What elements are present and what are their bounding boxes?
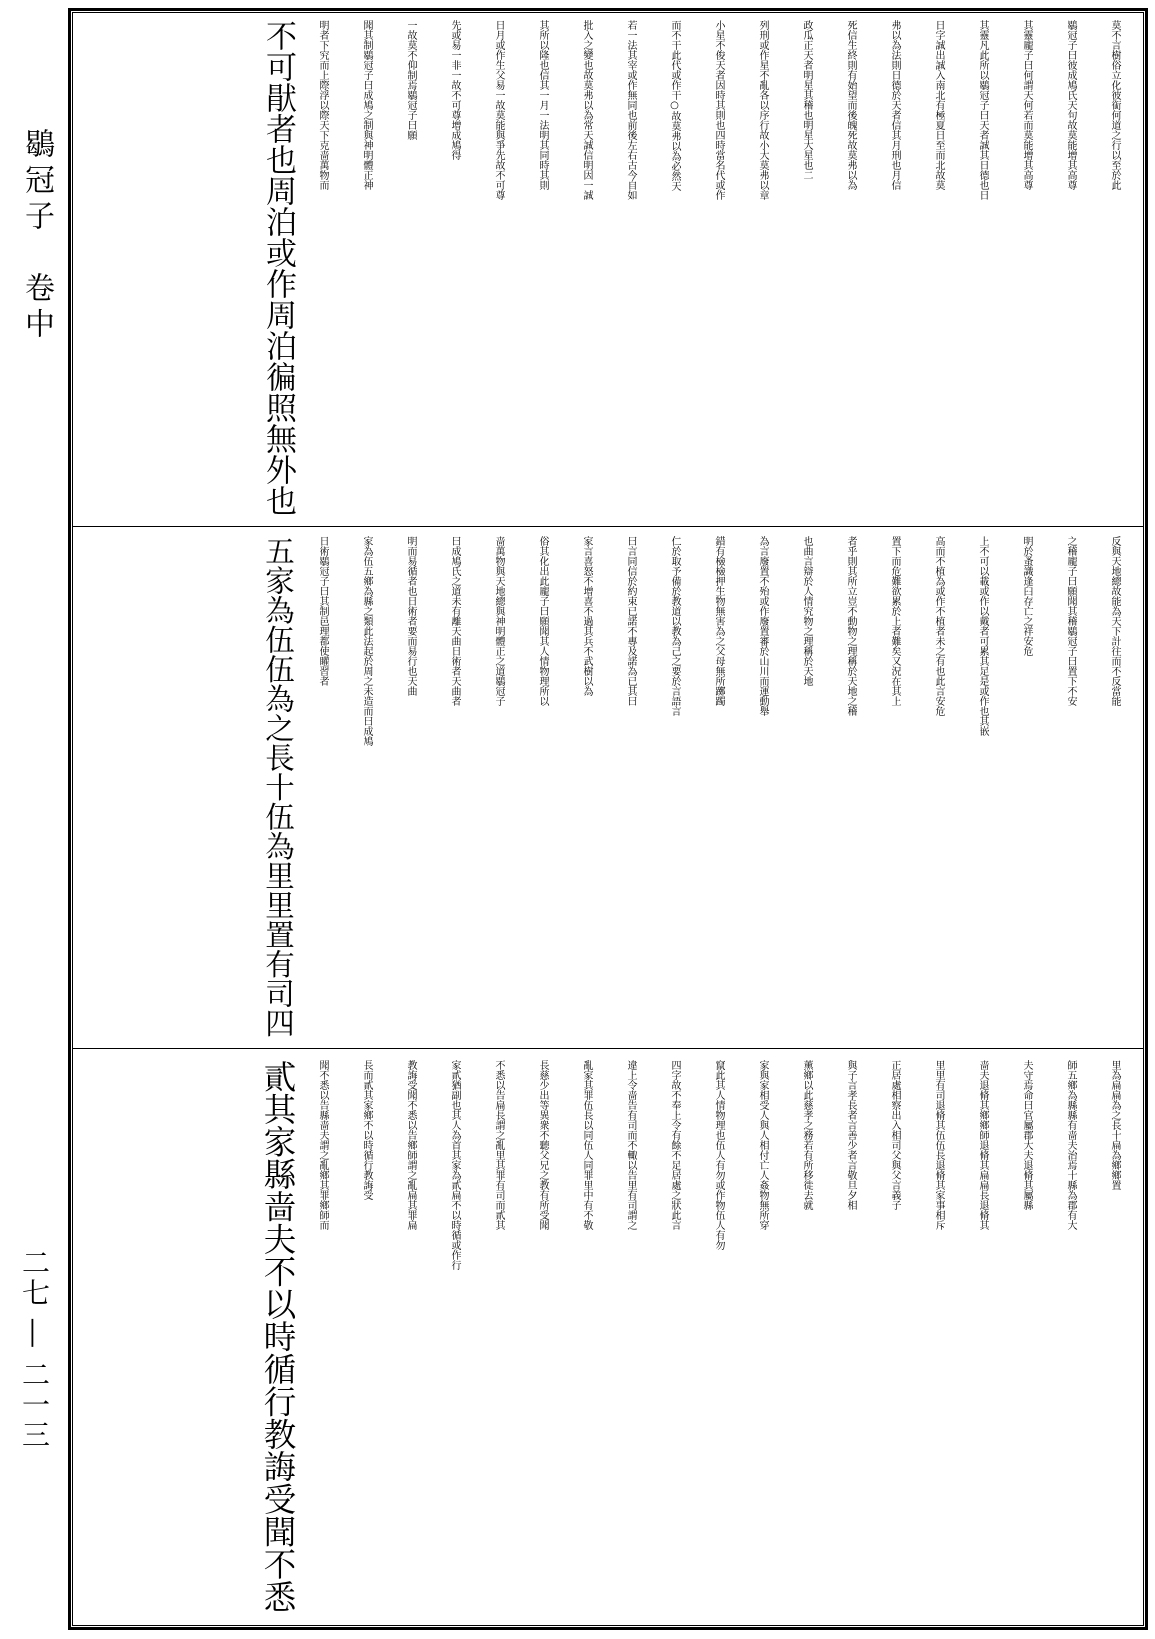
text-column: 而不干此代或作干○故莫弗以為必然天: [669, 20, 680, 191]
panel-divider: [72, 1048, 1144, 1049]
text-column: 違上令啬告有司而不輙以告里有司謂之: [625, 1060, 636, 1230]
text-column: 小星不俊天者因時其則也四時當名代或作: [713, 20, 724, 200]
text-column: 也曲言辯於人情究物之理稱於天地: [801, 536, 812, 686]
text-column: 與子言孝長者言善少者言敬旦夕相: [845, 1060, 856, 1210]
text-column: 日術鶡冠子曰其制邑理都使矔習者: [317, 536, 328, 686]
text-column: 薰鄉以此慈孝之務若有所移徙去就: [801, 1060, 812, 1210]
text-column: 俗其化出此龐子曰願聞其人情物理所以: [537, 536, 548, 706]
text-column: 之稽龐子曰願聞其稽鶡冠子曰置下不安: [1065, 536, 1076, 706]
margin-page-number: 二七 ― 二一三: [18, 1248, 51, 1450]
text-column: 四字故不奉上令有餘不足居處之狀此言: [669, 1060, 680, 1230]
text-column: 為言廢置不殆或作廢置審於山川而運動舉: [757, 536, 768, 716]
text-column: 竄此其人情物理也伍人有勿或作物伍人有勿: [713, 1060, 724, 1250]
text-column: 列刑或作星不亂各以序行故小大莫弗以章: [757, 20, 768, 200]
text-column: 正居處相察出入相司父與父言義子: [889, 1060, 900, 1210]
margin-book-title: 鶡冠子 卷中: [19, 128, 54, 344]
text-column: 其所以隆也信其一月一法明其同時其則: [537, 20, 548, 190]
text-column: 明於蚤識逢臼存亡之祥安危: [1021, 536, 1032, 656]
text-column: 先或易一非一故不可尊增成鳩得: [449, 20, 460, 160]
text-column: 明者下究而上際浮以際天下克啬萬物而: [317, 20, 328, 190]
text-column: 不悉以告扁長謂之亂里其罪有司而貳其: [493, 1060, 504, 1230]
text-column: 家為伍五鄉為縣之類此法起於周之未造而曰成鳩: [361, 536, 372, 746]
text-column: 貳其家縣啬夫不以時循行教誨受聞不悉: [259, 1060, 297, 1613]
text-column: 者乎則其所立豈不動物之理稱於天地之稽: [845, 536, 856, 716]
text-column: 里為扁扁為之長十扁為鄉鄉置: [1109, 1060, 1120, 1190]
text-column: 弗以為法則日德於天者信其月刑也月信: [889, 20, 900, 190]
text-column: 日字誠出誠入南北有極夏日至而北故莫: [933, 20, 944, 190]
text-column: 反與天地總故能為天下計往而不反當能: [1109, 536, 1120, 706]
text-column: 其靈龐子曰何謂天何若而莫能增其高尊: [1021, 20, 1032, 190]
text-column: 若一法其宰或作無同也前後左右古今自如: [625, 20, 636, 200]
text-column: 政瓜正天者明星其稽也明星大星也二: [801, 20, 812, 180]
text-column: 亂家其罪伍長以同伍人同罪里中有不敬: [581, 1060, 592, 1230]
text-column: 曰言同信於約束已諾不專及諾為已其曰: [625, 536, 636, 706]
panel-divider: [72, 526, 1144, 527]
text-column: 長慈少出等異衆不聽父兄之教有所受聞: [537, 1060, 548, 1230]
text-column: 仁於取予備於教道以教為己之要於言語言: [669, 536, 680, 716]
text-column: 家貳猶副也其人為首其家為貳扁不以時循或作行: [449, 1060, 460, 1270]
text-column: 錯有檢檢押生物無害為之父母無所躑躅: [713, 536, 724, 706]
text-column: 莫不言樹俗立化彼䘖何道之行以至於此: [1109, 20, 1120, 190]
text-column: 家與家相受人與人相付亡人姦物無所穿: [757, 1060, 768, 1230]
text-column: 批入之變也故莫弗以為常天誠信明因一誠: [581, 20, 592, 200]
text-column: 不可猒者也周泊或作周泊徧照無外也: [260, 20, 296, 516]
text-column: 明而易循者也日術者要而易行也天曲: [405, 536, 416, 696]
text-column: 長而貳其家鄉不以時循行教誨受: [361, 1060, 372, 1200]
text-column: 曰成鳩氏之道未有離天曲日術者天曲者: [449, 536, 460, 706]
text-column: 教誨受聞不悉以告鄉師謂之亂扁其罪扁: [405, 1060, 416, 1230]
text-column: 師五鄉為縣縣有啬夫治焉十縣為郡有大: [1065, 1060, 1076, 1230]
text-panel-bottom: [74, 1052, 1142, 1624]
text-column: 死信生終則有始望而後魄死故莫弗以為: [845, 20, 856, 190]
text-column: 置下而危難欲累於上者難矣又況在其上: [889, 536, 900, 706]
text-column: 一故莫不仰制焉鶡冠子曰願: [405, 20, 416, 140]
text-column: 家言喜怒不增喜不過其兵不武樹以為: [581, 536, 592, 696]
panel-columns: [256, 1060, 1136, 1613]
text-column: 聞其制鶡冠子曰成鳩之制與神明體正神: [361, 20, 372, 190]
text-column: 日月或作生父易一故莫能與爭先故不可尊: [493, 20, 504, 200]
text-column: 啬萬物與天地總與神明體正之道鶡冠子: [493, 536, 504, 706]
text-column: 夫守焉命曰官屬郡大夫退脩其屬縣: [1021, 1060, 1032, 1210]
panel-columns: [256, 536, 1136, 1038]
text-column: 其靈凡此所以鶡冠子曰天者誠其日德也日: [977, 20, 988, 200]
text-column: 高而不植為或作不植者未之有也此言安危: [933, 536, 944, 716]
text-panel-middle: [74, 530, 1142, 1046]
text-column: 上不可以載或作以戴者可累其足是或作也其嵌: [977, 536, 988, 736]
text-column: 啬夫退脩其鄉鄉師退脩其扁扁長退脩其: [977, 1060, 988, 1230]
text-column: 五家為伍伍為之長十伍為里里置有司四: [261, 536, 295, 1038]
panel-columns: [256, 20, 1136, 516]
text-panel-top: [74, 16, 1142, 524]
text-column: 鶡冠子曰彼成鳩氏天句故莫能增其高尊: [1065, 20, 1076, 190]
text-column: 聞不悉以告縣啬夫謂之亂鄉其罪鄉師而: [317, 1060, 328, 1230]
text-column: 里里有司退脩其伍伍長退脩其家事相斥: [933, 1060, 944, 1230]
